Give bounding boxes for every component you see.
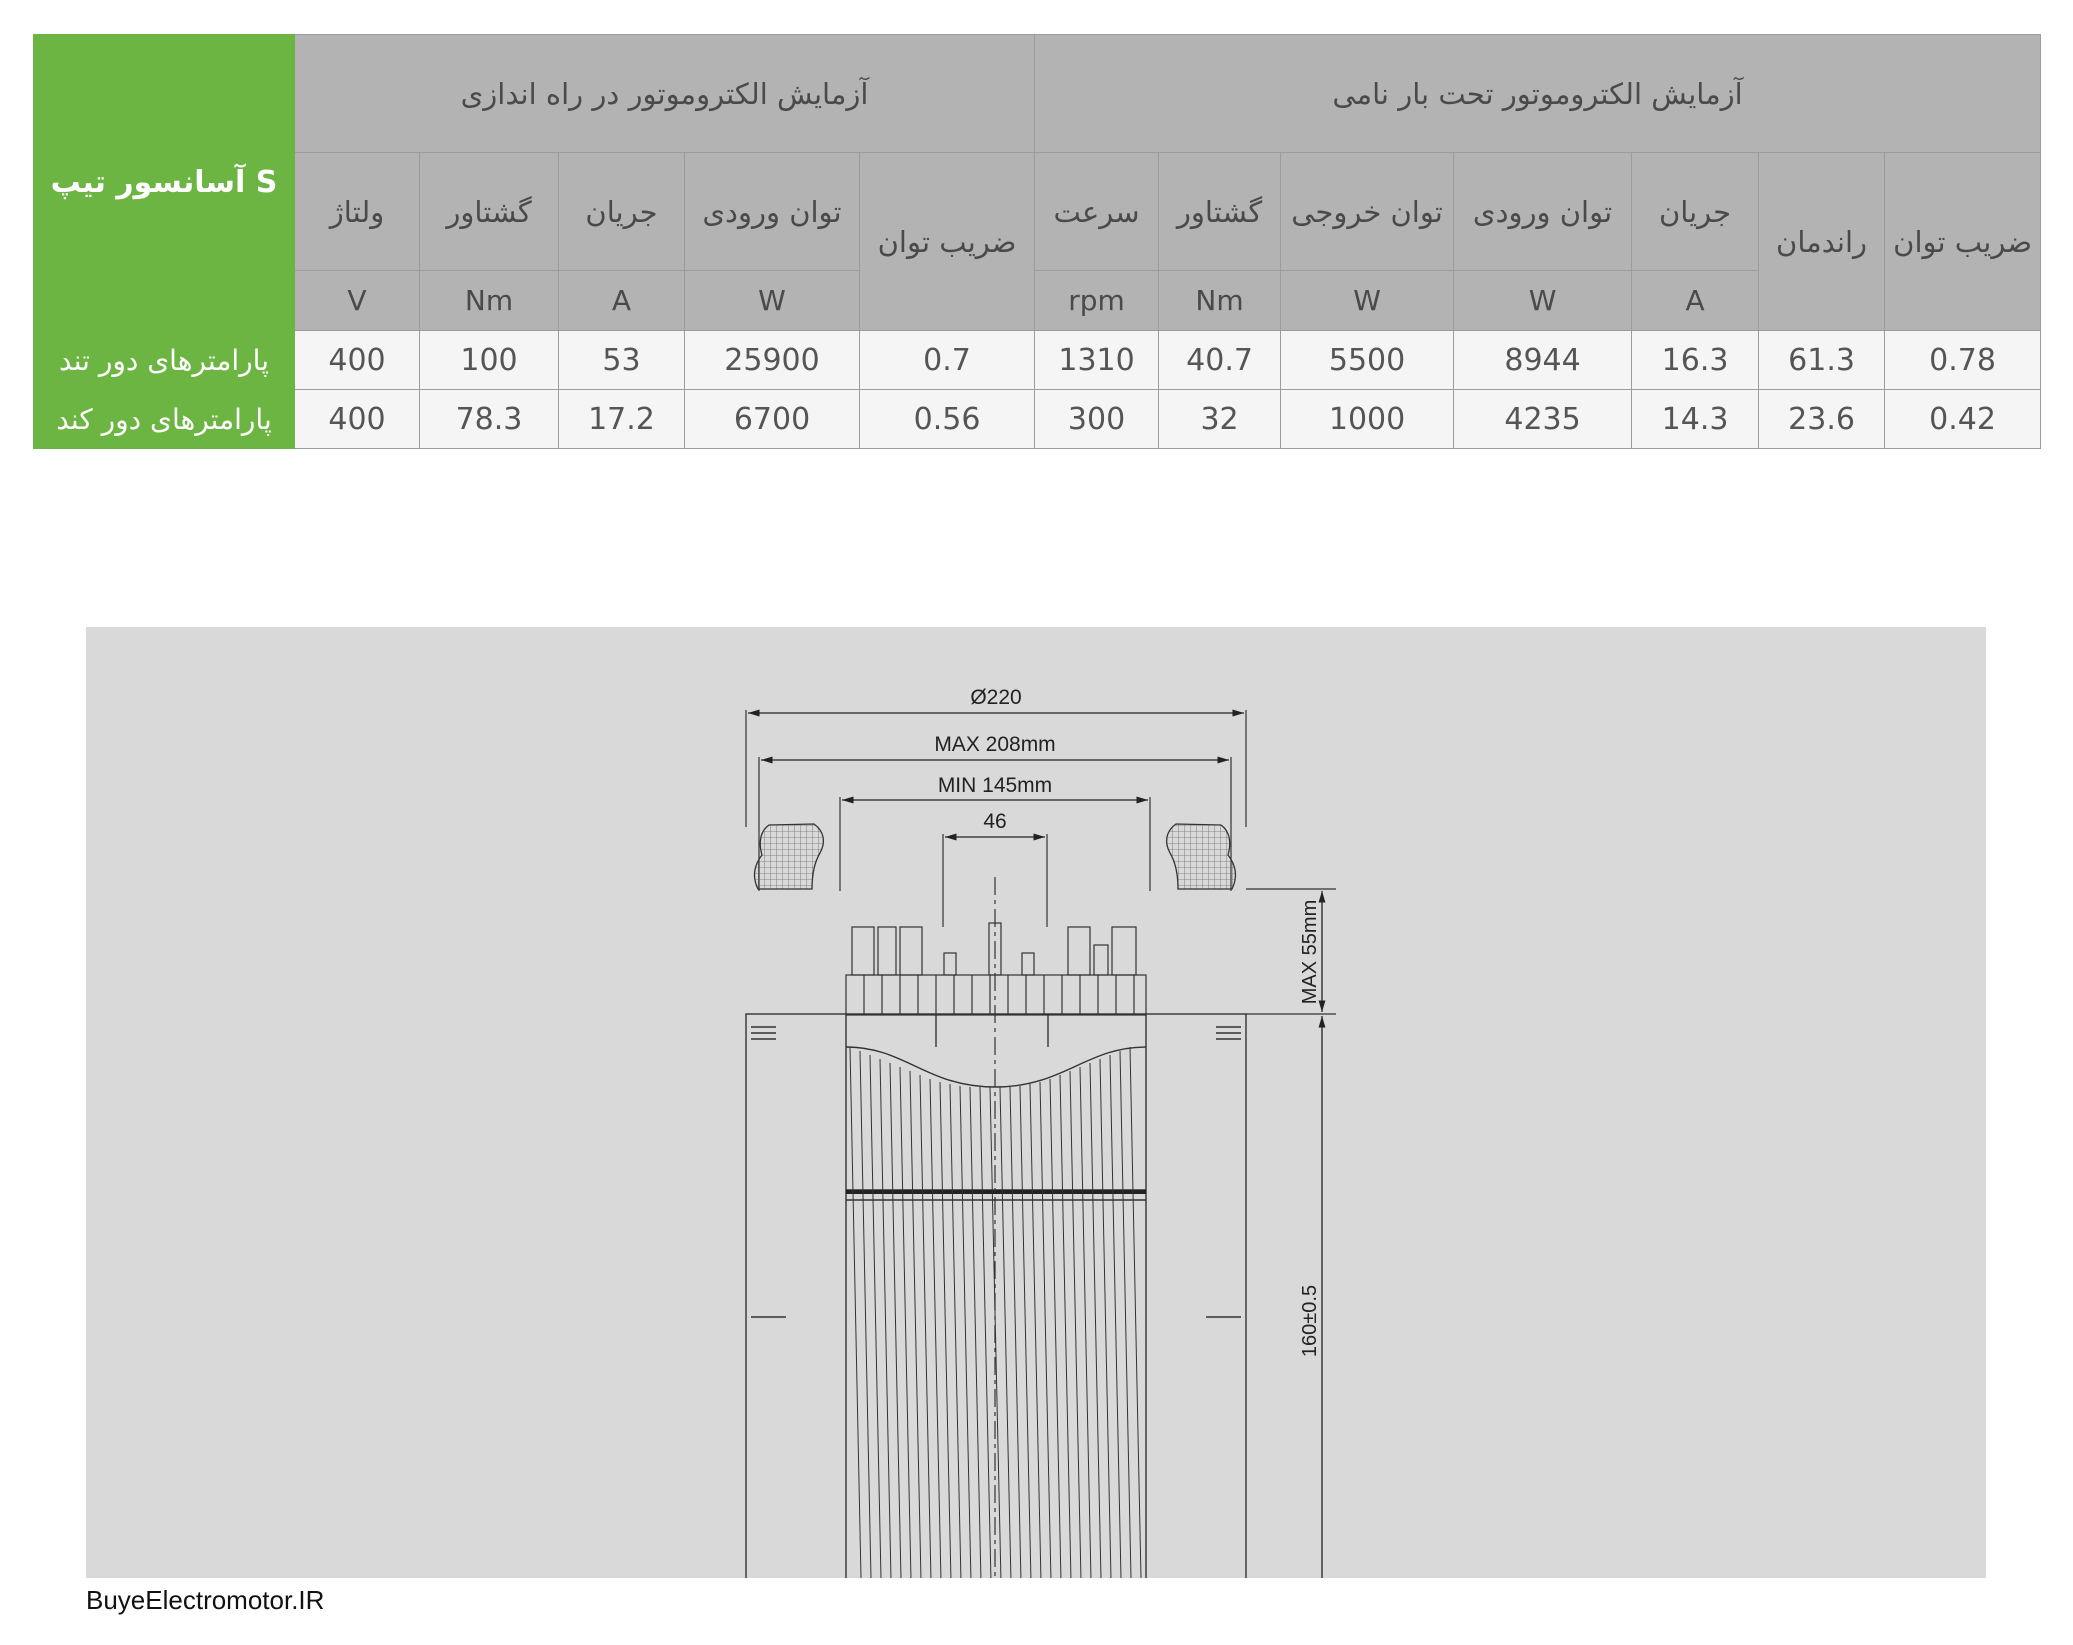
- table-cell: 0.7: [860, 331, 1035, 390]
- column-unit: A: [559, 271, 685, 331]
- table-cell: 53: [559, 331, 685, 390]
- table-cell: 14.3: [1632, 390, 1759, 449]
- table-cell: 25900: [685, 331, 860, 390]
- table-cell: 5500: [1281, 331, 1454, 390]
- row-label: پارامترهای دور تند: [34, 331, 295, 390]
- motor-drawing-panel: [86, 627, 1986, 1578]
- table-cell: 1000: [1281, 390, 1454, 449]
- dimension-lines: [748, 713, 1322, 1578]
- table-cell: 300: [1035, 390, 1159, 449]
- top-coil-heads: [846, 923, 1146, 1015]
- table-cell: 0.78: [1885, 331, 2041, 390]
- column-header: توان خروجی: [1281, 153, 1454, 271]
- table-cell: 100: [420, 331, 559, 390]
- column-unit: rpm: [1035, 271, 1159, 331]
- dim-min-width: MIN 145mm: [937, 774, 1053, 797]
- column-header: راندمان: [1759, 153, 1885, 331]
- column-header: ولتاژ: [295, 153, 420, 271]
- table-row: [34, 331, 2041, 390]
- column-header: توان ورودی: [685, 153, 860, 271]
- dim-center: 46: [983, 810, 1007, 833]
- column-header: توان ورودی: [1454, 153, 1632, 271]
- column-unit: Nm: [1159, 271, 1281, 331]
- table-corner-title: آسانسور تیپ S: [34, 35, 295, 331]
- column-header: ضریب توان: [860, 153, 1035, 331]
- table-cell: 32: [1159, 390, 1281, 449]
- table-cell: 16.3: [1632, 331, 1759, 390]
- motor-technical-drawing: [86, 627, 1986, 1578]
- table-cell: 8944: [1454, 331, 1632, 390]
- column-header: سرعت: [1035, 153, 1159, 271]
- stator-slots: [850, 1047, 1142, 1578]
- column-header: جریان: [1632, 153, 1759, 271]
- column-unit: V: [295, 271, 420, 331]
- table-cell: 23.6: [1759, 390, 1885, 449]
- table-cell: 61.3: [1759, 331, 1885, 390]
- column-unit: A: [1632, 271, 1759, 331]
- column-header: گشتاور: [420, 153, 559, 271]
- table-cell: 6700: [685, 390, 860, 449]
- column-unit: W: [1281, 271, 1454, 331]
- column-header: ضریب توان: [1885, 153, 2041, 331]
- dim-top-height: MAX 55mm: [1299, 899, 1321, 1005]
- column-unit: W: [1454, 271, 1632, 331]
- table-cell: 40.7: [1159, 331, 1281, 390]
- group-header-rated-test: آزمایش الکتروموتور تحت بار نامی: [1035, 35, 2041, 153]
- dim-stack-height: 160±0.5: [1299, 1284, 1321, 1358]
- column-unit: Nm: [420, 271, 559, 331]
- motor-spec-table: [33, 34, 2041, 449]
- column-header: جریان: [559, 153, 685, 271]
- table-cell: 17.2: [559, 390, 685, 449]
- table-cell: 4235: [1454, 390, 1632, 449]
- table-cell: 400: [295, 390, 420, 449]
- column-header: گشتاور: [1159, 153, 1281, 271]
- table-cell: 1310: [1035, 331, 1159, 390]
- group-header-start-test: آزمایش الکتروموتور در راه اندازی: [295, 35, 1035, 153]
- dim-max-width: MAX 208mm: [934, 733, 1056, 756]
- table-cell: 0.56: [860, 390, 1035, 449]
- stator-body: [746, 1014, 1246, 1578]
- dim-diameter: Ø220: [970, 686, 1022, 709]
- table-cell: 400: [295, 331, 420, 390]
- row-label: پارامترهای دور کند: [34, 390, 295, 449]
- table-row: [34, 390, 2041, 449]
- table-cell: 0.42: [1885, 390, 2041, 449]
- site-watermark: BuyeElectromotor.IR: [86, 1585, 325, 1615]
- column-unit: W: [685, 271, 860, 331]
- table-cell: 78.3: [420, 390, 559, 449]
